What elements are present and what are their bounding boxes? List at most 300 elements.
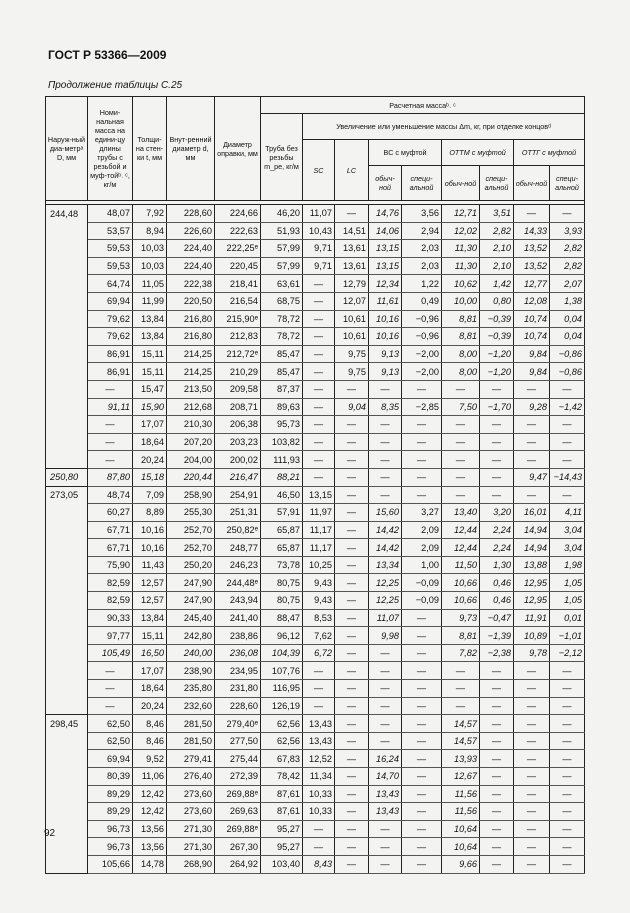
table-cell: 87,61 <box>261 785 303 803</box>
table-cell: — <box>303 380 335 398</box>
table-cell: 235,80 <box>167 680 215 698</box>
table-cell: 2,94 <box>402 222 442 240</box>
table-cell: 9,98 <box>369 627 402 645</box>
table-cell: 78,72 <box>261 328 303 346</box>
table-row <box>46 222 585 240</box>
table-cell: 14,76 <box>369 205 402 223</box>
table-cell: 242,80 <box>167 627 215 645</box>
outer-diameter-cell <box>46 310 88 328</box>
table-cell: 67,71 <box>88 539 133 557</box>
table-cell: — <box>369 433 402 451</box>
table-row <box>46 680 585 698</box>
table-cell: — <box>402 468 442 486</box>
table-cell: — <box>402 380 442 398</box>
document-header: ГОСТ Р 53366—2009 <box>48 48 167 62</box>
header-ottg-special: специ-альной <box>550 166 585 201</box>
table-row <box>46 292 585 310</box>
table-cell: 13,61 <box>335 257 369 275</box>
table-cell: — <box>514 750 550 768</box>
table-cell: 252,70 <box>167 539 215 557</box>
table-cell: — <box>303 292 335 310</box>
table-row <box>46 521 585 539</box>
table-cell: 10,16 <box>133 521 167 539</box>
table-cell: 16,01 <box>514 504 550 522</box>
table-cell: 2,82 <box>550 240 585 258</box>
table-cell: — <box>480 680 514 698</box>
table-cell: 69,94 <box>88 292 133 310</box>
table-cell: 273,60 <box>167 785 215 803</box>
table-row <box>46 380 585 398</box>
outer-diameter-cell <box>46 592 88 610</box>
table-cell: — <box>402 662 442 680</box>
table-cell: — <box>514 838 550 856</box>
table-cell: 82,59 <box>88 574 133 592</box>
table-cell: 220,45 <box>215 257 261 275</box>
table-cell: — <box>303 328 335 346</box>
table-cell: 8,81 <box>442 328 480 346</box>
table-cell: 240,00 <box>167 644 215 662</box>
table-cell: 273,60 <box>167 803 215 821</box>
pipe-mass-table <box>45 96 585 874</box>
outer-diameter-cell <box>46 627 88 645</box>
table-row <box>46 328 585 346</box>
table-cell: −1,70 <box>480 398 514 416</box>
table-cell: 10,66 <box>442 592 480 610</box>
table-cell: — <box>335 539 369 557</box>
table-cell: — <box>550 486 585 504</box>
outer-diameter-cell <box>46 768 88 786</box>
table-cell: 11,56 <box>442 785 480 803</box>
table-cell: 12,44 <box>442 539 480 557</box>
table-cell: 1,98 <box>550 556 585 574</box>
page-number: 92 <box>44 828 56 839</box>
table-cell: 2,03 <box>402 240 442 258</box>
table-cell: 60,27 <box>88 504 133 522</box>
table-cell: 243,94 <box>215 592 261 610</box>
table-cell: 213,50 <box>167 380 215 398</box>
table-cell: 46,50 <box>261 486 303 504</box>
table-cell: 62,50 <box>88 732 133 750</box>
outer-diameter-cell: 298,45 <box>46 715 88 733</box>
table-cell: 209,58 <box>215 380 261 398</box>
table-cell: 2,03 <box>402 257 442 275</box>
table-cell: 12,57 <box>133 592 167 610</box>
table-cell: 1,30 <box>480 556 514 574</box>
table-row <box>46 205 585 223</box>
outer-diameter-cell <box>46 433 88 451</box>
table-cell: — <box>303 468 335 486</box>
table-row <box>46 310 585 328</box>
table-cell: 11,91 <box>514 609 550 627</box>
table-row <box>46 855 585 873</box>
table-cell: 3,20 <box>480 504 514 522</box>
table-cell: 11,50 <box>442 556 480 574</box>
table-cell: 215,90ᵉ <box>215 310 261 328</box>
table-cell: 13,52 <box>514 240 550 258</box>
table-cell: 12,25 <box>369 592 402 610</box>
table-cell: — <box>88 451 133 469</box>
table-cell: 2,24 <box>480 521 514 539</box>
table-cell: 62,56 <box>261 715 303 733</box>
table-row <box>46 644 585 662</box>
table-cell: 9,71 <box>303 257 335 275</box>
table-cell: 11,97 <box>303 504 335 522</box>
table-cell: 9,13 <box>369 363 402 381</box>
table-cell: 8,81 <box>442 627 480 645</box>
table-cell: — <box>303 697 335 715</box>
table-cell: — <box>402 486 442 504</box>
table-cell: 7,50 <box>442 398 480 416</box>
table-cell: 250,82ᵉ <box>215 521 261 539</box>
table-cell: 73,78 <box>261 556 303 574</box>
table-cell: 264,92 <box>215 855 261 873</box>
outer-diameter-cell: 250,80 <box>46 468 88 486</box>
table-cell: 2,09 <box>402 521 442 539</box>
table-cell: 68,75 <box>261 292 303 310</box>
table-cell: 9,78 <box>514 644 550 662</box>
table-cell: — <box>303 345 335 363</box>
header-calculated-mass: Расчетная массаᵇ˒ ᶜ <box>261 97 585 114</box>
table-cell: — <box>369 486 402 504</box>
table-cell: 79,62 <box>88 328 133 346</box>
table-cell: 245,40 <box>167 609 215 627</box>
table-cell: −0,96 <box>402 310 442 328</box>
table-cell: 88,21 <box>261 468 303 486</box>
table-row <box>46 785 585 803</box>
outer-diameter-cell: 273,05 <box>46 486 88 504</box>
header-outer-diameter: Наруж-ный диа-метрᵃ D, мм <box>46 97 88 201</box>
table-cell: 281,50 <box>167 732 215 750</box>
table-cell: 238,86 <box>215 627 261 645</box>
table-cell: 57,99 <box>261 240 303 258</box>
table-cell: 3,04 <box>550 521 585 539</box>
table-row <box>46 556 585 574</box>
outer-diameter-cell <box>46 240 88 258</box>
table-cell: 271,30 <box>167 820 215 838</box>
table-cell: 13,56 <box>133 838 167 856</box>
header-bc: BC с муфтой <box>369 140 442 166</box>
table-cell: — <box>480 416 514 434</box>
header-ottm-normal: обыч-ной <box>442 166 480 201</box>
table-cell: 78,72 <box>261 310 303 328</box>
table-cell: — <box>480 451 514 469</box>
table-cell: 247,90 <box>167 592 215 610</box>
table-cell: — <box>480 486 514 504</box>
table-cell: 8,81 <box>442 310 480 328</box>
table-cell: 13,61 <box>335 240 369 258</box>
table-cell: — <box>514 433 550 451</box>
table-cell: 279,40ᵉ <box>215 715 261 733</box>
table-cell: 208,71 <box>215 398 261 416</box>
table-cell: — <box>550 750 585 768</box>
table-cell: 12,52 <box>303 750 335 768</box>
table-cell: 86,91 <box>88 363 133 381</box>
outer-diameter-cell <box>46 504 88 522</box>
table-cell: — <box>402 785 442 803</box>
table-row <box>46 662 585 680</box>
table-cell: — <box>335 732 369 750</box>
table-cell: 224,40 <box>167 257 215 275</box>
table-cell: 14,33 <box>514 222 550 240</box>
table-cell: 241,40 <box>215 609 261 627</box>
table-cell: — <box>303 275 335 293</box>
table-cell: 232,60 <box>167 697 215 715</box>
table-cell: 212,68 <box>167 398 215 416</box>
table-cell: — <box>514 855 550 873</box>
table-cell: 10,16 <box>133 539 167 557</box>
table-cell: — <box>514 768 550 786</box>
table-cell: 10,43 <box>303 222 335 240</box>
table-cell: 254,91 <box>215 486 261 504</box>
table-cell: 104,39 <box>261 644 303 662</box>
table-cell: — <box>88 697 133 715</box>
table-cell: −2,38 <box>480 644 514 662</box>
table-cell: 8,89 <box>133 504 167 522</box>
table-cell: 214,25 <box>167 363 215 381</box>
table-cell: — <box>550 680 585 698</box>
table-cell: 2,10 <box>480 257 514 275</box>
table-cell: — <box>335 644 369 662</box>
outer-diameter-cell <box>46 644 88 662</box>
table-row <box>46 539 585 557</box>
table-cell: 224,66 <box>215 205 261 223</box>
table-cell: — <box>550 768 585 786</box>
table-cell: — <box>369 644 402 662</box>
table-cell: 1,05 <box>550 592 585 610</box>
table-cell: 12,57 <box>133 574 167 592</box>
table-cell: 246,23 <box>215 556 261 574</box>
table-cell: — <box>335 715 369 733</box>
table-row <box>46 750 585 768</box>
table-cell: 3,27 <box>402 504 442 522</box>
table-cell: — <box>369 838 402 856</box>
table-cell: 0,46 <box>480 574 514 592</box>
table-cell: −1,01 <box>550 627 585 645</box>
table-cell: 12,71 <box>442 205 480 223</box>
table-cell: 220,50 <box>167 292 215 310</box>
table-cell: 8,46 <box>133 732 167 750</box>
table-cell: 8,53 <box>303 609 335 627</box>
table-cell: 11,07 <box>303 205 335 223</box>
table-cell: 9,43 <box>303 592 335 610</box>
table-cell: — <box>303 398 335 416</box>
table-cell: — <box>442 486 480 504</box>
table-row <box>46 433 585 451</box>
table-cell: — <box>303 838 335 856</box>
outer-diameter-cell <box>46 328 88 346</box>
table-cell: — <box>402 732 442 750</box>
table-cell: 96,73 <box>88 820 133 838</box>
table-cell: — <box>88 433 133 451</box>
table-cell: 97,77 <box>88 627 133 645</box>
table-cell: 111,93 <box>261 451 303 469</box>
table-cell: — <box>402 680 442 698</box>
table-cell: 11,30 <box>442 257 480 275</box>
table-cell: — <box>335 803 369 821</box>
table-cell: −0,86 <box>550 345 585 363</box>
table-cell: 96,73 <box>88 838 133 856</box>
table-cell: 251,31 <box>215 504 261 522</box>
table-cell: — <box>480 433 514 451</box>
header-lc: LC <box>335 140 369 201</box>
table-cell: 116,95 <box>261 680 303 698</box>
table-cell: — <box>514 205 550 223</box>
table-cell: −0,86 <box>550 363 585 381</box>
table-cell: — <box>369 451 402 469</box>
table-cell: — <box>402 855 442 873</box>
table-row <box>46 345 585 363</box>
table-cell: 13,15 <box>369 240 402 258</box>
table-cell: 275,44 <box>215 750 261 768</box>
table-cell: 15,11 <box>133 363 167 381</box>
table-cell: — <box>402 803 442 821</box>
table-cell: 0,49 <box>402 292 442 310</box>
table-cell: — <box>303 820 335 838</box>
table-cell: 87,80 <box>88 468 133 486</box>
table-cell: 200,02 <box>215 451 261 469</box>
outer-diameter-cell <box>46 574 88 592</box>
table-cell: — <box>88 416 133 434</box>
table-cell: 10,62 <box>442 275 480 293</box>
table-cell: 85,47 <box>261 345 303 363</box>
table-cell: 8,94 <box>133 222 167 240</box>
header-ottm-special: специ-альной <box>480 166 514 201</box>
table-cell: 9,04 <box>335 398 369 416</box>
table-cell: 16,50 <box>133 644 167 662</box>
table-cell: 12,34 <box>369 275 402 293</box>
table-cell: — <box>303 433 335 451</box>
table-cell: 14,42 <box>369 521 402 539</box>
outer-diameter-cell <box>46 398 88 416</box>
outer-diameter-cell <box>46 662 88 680</box>
table-cell: 212,72ᵉ <box>215 345 261 363</box>
table-cell: — <box>369 380 402 398</box>
table-cell: 214,25 <box>167 345 215 363</box>
table-cell: 13,15 <box>303 486 335 504</box>
table-cell: −0,96 <box>402 328 442 346</box>
table-cell: 250,20 <box>167 556 215 574</box>
table-cell: — <box>480 820 514 838</box>
table-cell: 64,74 <box>88 275 133 293</box>
table-cell: 6,72 <box>303 644 335 662</box>
table-cell: 210,29 <box>215 363 261 381</box>
table-cell: 14,57 <box>442 715 480 733</box>
table-cell: 15,11 <box>133 627 167 645</box>
table-cell: 9,52 <box>133 750 167 768</box>
table-cell: 10,33 <box>303 803 335 821</box>
table-cell: — <box>480 662 514 680</box>
table-cell: 87,37 <box>261 380 303 398</box>
table-cell: 277,50 <box>215 732 261 750</box>
table-row <box>46 240 585 258</box>
header-plain-end-pipe: Труба без резьбы m_pe, кг/м <box>261 114 303 201</box>
table-cell: −0,47 <box>480 609 514 627</box>
table-cell: — <box>335 556 369 574</box>
table-cell: — <box>514 697 550 715</box>
table-cell: 234,95 <box>215 662 261 680</box>
table-cell: 0,46 <box>480 592 514 610</box>
table-cell: 103,82 <box>261 433 303 451</box>
table-cell: 12,95 <box>514 574 550 592</box>
table-cell: 231,80 <box>215 680 261 698</box>
table-cell: 14,78 <box>133 855 167 873</box>
table-cell: −0,39 <box>480 310 514 328</box>
table-cell: — <box>335 855 369 873</box>
table-cell: 247,90 <box>167 574 215 592</box>
table-cell: — <box>550 662 585 680</box>
table-cell: 269,88ᵉ <box>215 820 261 838</box>
table-cell: 16,24 <box>369 750 402 768</box>
table-cell: — <box>514 820 550 838</box>
outer-diameter-cell <box>46 838 88 856</box>
table-cell: 7,62 <box>303 627 335 645</box>
table-cell: 15,90 <box>133 398 167 416</box>
table-cell: 20,24 <box>133 451 167 469</box>
table-cell: 11,34 <box>303 768 335 786</box>
table-cell: 12,25 <box>369 574 402 592</box>
outer-diameter-cell <box>46 345 88 363</box>
table-cell: 2,07 <box>550 275 585 293</box>
table-cell: 222,63 <box>215 222 261 240</box>
table-cell: 13,88 <box>514 556 550 574</box>
table-cell: — <box>480 768 514 786</box>
table-cell: 0,04 <box>550 310 585 328</box>
table-cell: 13,84 <box>133 328 167 346</box>
table-cell: 204,00 <box>167 451 215 469</box>
table-cell: — <box>402 715 442 733</box>
table-cell: 10,64 <box>442 838 480 856</box>
table-cell: — <box>550 715 585 733</box>
table-cell: 103,40 <box>261 855 303 873</box>
table-cell: 2,82 <box>550 257 585 275</box>
table-cell: 13,93 <box>442 750 480 768</box>
table-cell: 11,30 <box>442 240 480 258</box>
table-cell: 10,03 <box>133 240 167 258</box>
table-cell: — <box>514 380 550 398</box>
table-cell: — <box>369 468 402 486</box>
table-cell: −1,39 <box>480 627 514 645</box>
table-cell: 65,87 <box>261 539 303 557</box>
outer-diameter-cell <box>46 257 88 275</box>
table-cell: 13,43 <box>303 732 335 750</box>
table-cell: — <box>514 451 550 469</box>
table-cell: — <box>514 662 550 680</box>
outer-diameter-cell <box>46 292 88 310</box>
table-cell: 78,42 <box>261 768 303 786</box>
table-cell: 105,49 <box>88 644 133 662</box>
table-cell: 11,17 <box>303 521 335 539</box>
table-cell: 12,77 <box>514 275 550 293</box>
outer-diameter-cell <box>46 451 88 469</box>
table-cell: 11,56 <box>442 803 480 821</box>
table-cell: — <box>480 715 514 733</box>
table-cell: 9,43 <box>303 574 335 592</box>
table-cell: 258,90 <box>167 486 215 504</box>
table-row <box>46 803 585 821</box>
table-row <box>46 820 585 838</box>
table-cell: 228,60 <box>167 205 215 223</box>
table-cell: 82,59 <box>88 592 133 610</box>
table-cell: 9,75 <box>335 363 369 381</box>
table-row <box>46 451 585 469</box>
table-cell: 8,00 <box>442 363 480 381</box>
table-cell: 15,60 <box>369 504 402 522</box>
table-cell: 269,88ᵉ <box>215 785 261 803</box>
outer-diameter-cell <box>46 785 88 803</box>
table-cell: — <box>88 380 133 398</box>
table-cell: 269,63 <box>215 803 261 821</box>
table-cell: — <box>303 310 335 328</box>
